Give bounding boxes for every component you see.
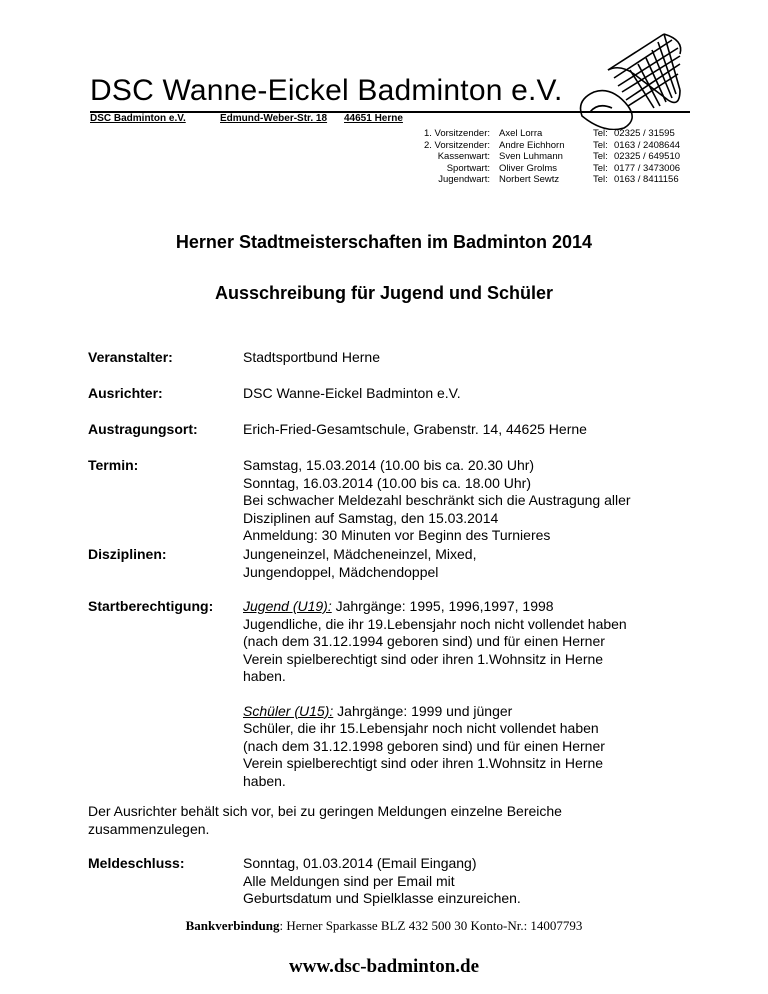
officer-phone: 0163 / 2408644 <box>614 139 681 151</box>
termin-line: Samstag, 15.03.2014 (10.00 bis ca. 20.30 Uhr) <box>243 457 535 473</box>
website-link[interactable]: www.dsc-badminton.de <box>288 956 480 977</box>
schueler-line: (nach dem 31.12.1998 geboren sind) und für einen Herner <box>243 737 605 754</box>
jugend-line: Verein spielberechtigt sind oder ihren 1.Wohnsitz in Herne <box>243 650 604 667</box>
detail-label: Disziplinen: <box>88 546 167 562</box>
jugend-heading-line <box>243 598 703 616</box>
address-club: DSC Badminton e.V. <box>90 113 186 124</box>
officer-phone: 02325 / 649510 <box>614 151 681 162</box>
meldeschluss-line: Alle Meldungen sind per Email mit <box>243 872 455 889</box>
officer-role: 2. Vorsitzender: <box>423 139 490 151</box>
detail-value: DSC Wanne-Eickel Badminton e.V. <box>243 385 461 401</box>
detail-label: Veranstalter: <box>88 349 173 365</box>
disziplinen-line: Jungeneinzel, Mädcheneinzel, Mixed, <box>243 546 477 562</box>
note-line: zusammenzulegen. <box>88 820 210 837</box>
officer-name: Axel Lorra <box>499 128 543 139</box>
schueler-years: Jahrgänge: 1999 und jünger <box>333 702 513 719</box>
detail-value <box>243 598 703 790</box>
officer-tel-label: Tel: <box>593 139 608 151</box>
termin-line: Anmeldung: 30 Minuten vor Beginn des Turnieres <box>243 527 551 543</box>
category-schueler: Schüler (U15): <box>243 702 334 719</box>
meldeschluss-line: Geburtsdatum und Spielklasse einzureichen. <box>243 890 521 906</box>
detail-value <box>243 457 703 545</box>
bank-text: : Herner Sparkasse BLZ 432 500 30 Konto-Nr.: 14007793 <box>279 918 583 933</box>
disziplinen-line: Jungendoppel, Mädchendoppel <box>243 563 439 580</box>
termin-line: Disziplinen auf Samstag, den 15.03.2014 <box>243 509 499 526</box>
officer-role: 1. Vorsitzender: <box>423 128 490 139</box>
detail-label: Ausrichter: <box>88 385 163 401</box>
officer-role: Sportwart: <box>446 162 490 174</box>
officer-name: Oliver Grolms <box>499 162 558 174</box>
detail-value: Erich-Fried-Gesamtschule, Grabenstr. 14, 44625 Herne <box>243 421 587 437</box>
detail-label: Austragungsort: <box>88 421 198 437</box>
officer-name: Andre Eichhorn <box>499 139 565 151</box>
bank-label: Bankverbindung <box>185 918 280 933</box>
detail-label: Startberechtigung: <box>88 598 214 614</box>
jugend-years: Jahrgänge: 1995, 1996,1997, 1998 <box>331 598 554 614</box>
bank-details <box>0 918 768 934</box>
note-line: Der Ausrichter behält sich vor, bei zu geringen Meldungen einzelne Bereiche <box>88 803 562 819</box>
jugend-line: (nach dem 31.12.1994 geboren sind) und für einen Herner <box>243 633 605 649</box>
officer-role: Kassenwart: <box>437 151 490 162</box>
officer-tel-label: Tel: <box>593 162 608 174</box>
officer-tel-label: Tel: <box>593 128 608 139</box>
schueler-line: haben. <box>243 772 286 789</box>
officer-phone: 02325 / 31595 <box>614 128 675 139</box>
detail-label: Meldeschluss: <box>88 855 185 871</box>
detail-label: Termin: <box>88 457 139 473</box>
schueler-line: Verein spielberechtigt sind oder ihren 1.Wohnsitz in Herne <box>243 755 604 771</box>
termin-line: Sonntag, 16.03.2014 (10.00 bis ca. 18.00 Uhr) <box>243 474 531 491</box>
address-city: 44651 Herne <box>344 113 403 124</box>
officer-role: Jugendwart: <box>438 174 490 185</box>
officer-name: Sven Luhmann <box>499 151 563 162</box>
shuttlecock-logo-icon <box>568 30 688 130</box>
document-title: Herner Stadtmeisterschaften im Badminton 2014 <box>175 232 593 252</box>
detail-value <box>243 855 703 908</box>
club-name-title: DSC Wanne-Eickel Badminton e.V. <box>90 74 563 107</box>
category-jugend: Jugend (U19): <box>243 598 332 614</box>
schueler-heading-line <box>243 703 703 721</box>
address-street: Edmund-Weber-Str. 18 <box>220 113 328 124</box>
officer-name: Norbert Sewtz <box>499 174 560 185</box>
officer-tel-label: Tel: <box>593 174 608 185</box>
termin-line: Bei schwacher Meldezahl beschränkt sich die Austragung aller <box>243 492 631 508</box>
jugend-line: Jugendliche, die ihr 19.Lebensjahr noch nicht vollendet haben <box>243 615 627 632</box>
officer-phone: 0163 / 8411156 <box>614 174 679 185</box>
jugend-line: haben. <box>243 668 286 684</box>
meldeschluss-line: Sonntag, 01.03.2014 (Email Eingang) <box>243 855 477 871</box>
detail-value: Stadtsportbund Herne <box>243 349 380 365</box>
organizer-note <box>88 803 688 838</box>
officer-phone: 0177 / 3473006 <box>614 162 681 174</box>
officer-tel-label: Tel: <box>593 151 608 162</box>
document-subtitle: Ausschreibung für Jugend und Schüler <box>214 283 554 303</box>
detail-value <box>243 546 703 581</box>
schueler-line: Schüler, die ihr 15.Lebensjahr noch nicht vollendet haben <box>243 720 599 736</box>
